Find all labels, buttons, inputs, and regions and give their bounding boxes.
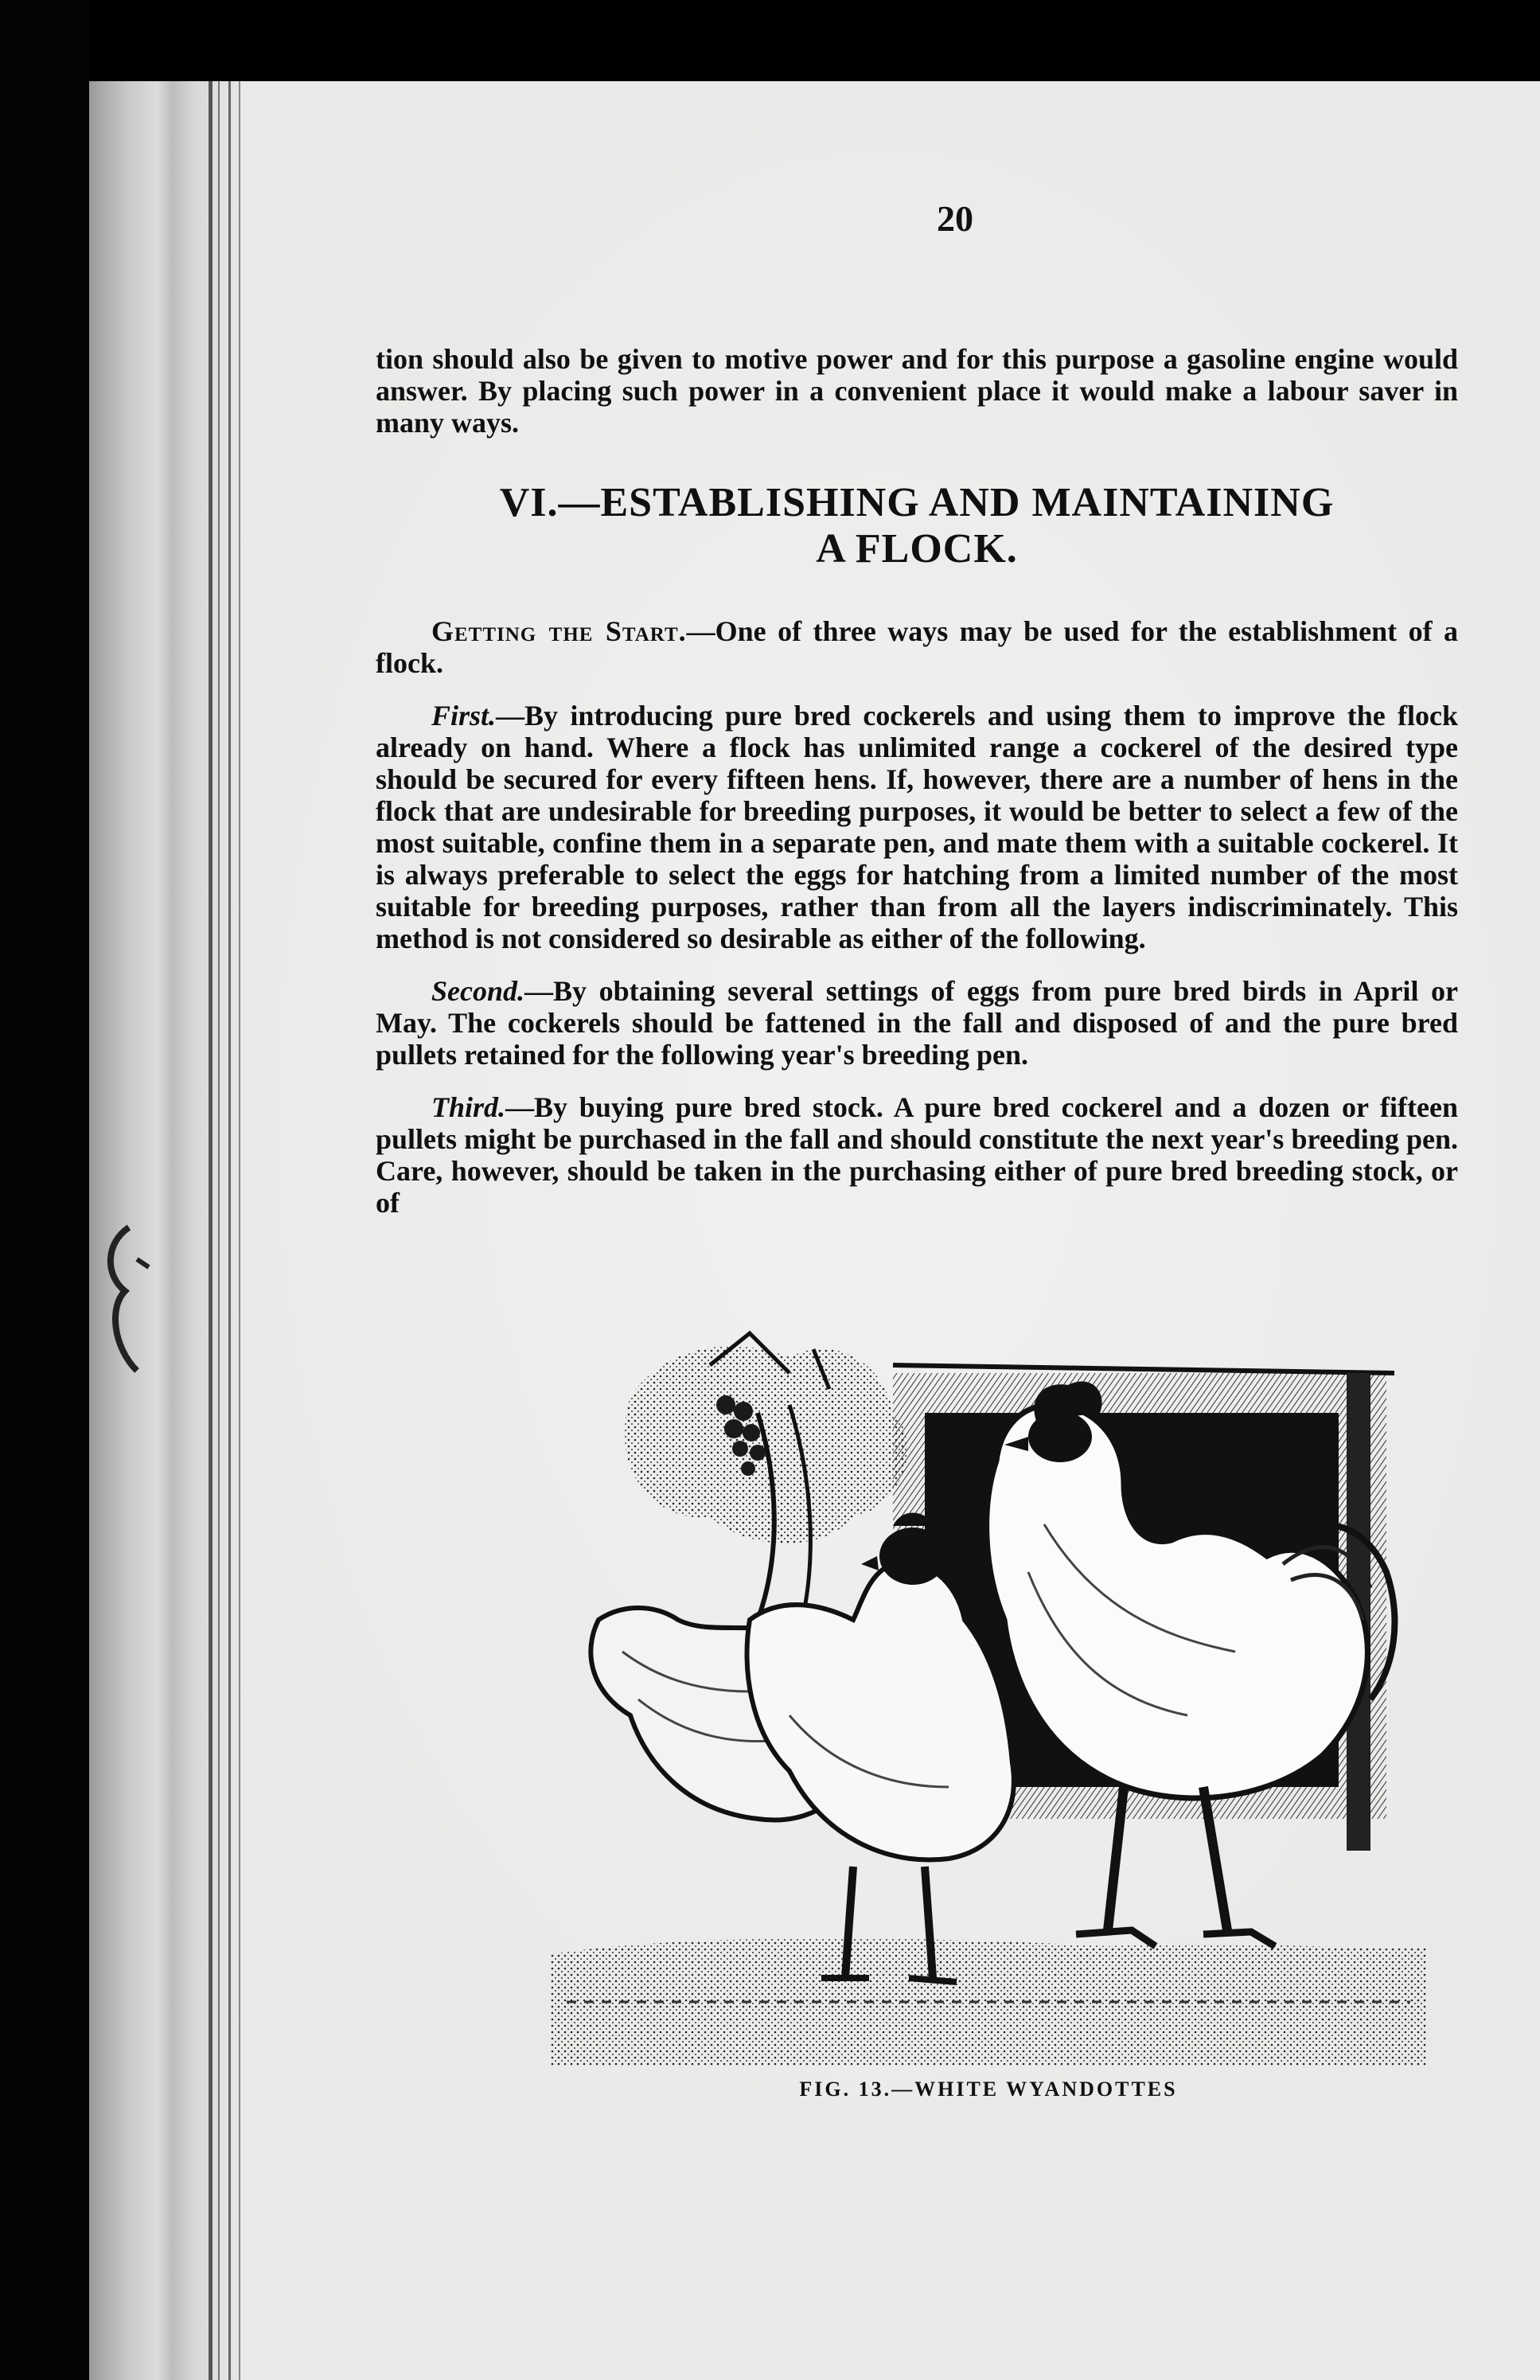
binding-line	[239, 81, 240, 2380]
intro-paragraph: tion should also be given to motive power and for this purpose a gasoline engine would answer. By placing such power in a convenient place it would make a labour saver in many ways.	[376, 343, 1458, 439]
paragraph-second	[376, 975, 1458, 1071]
paragraph-first	[376, 700, 1458, 954]
paragraph-lead: Third.	[431, 1091, 506, 1123]
scan-left-border	[0, 0, 89, 2380]
paragraph-lead: Second.	[431, 975, 524, 1007]
binding-line	[228, 81, 231, 2380]
margin-clip-mark	[97, 1211, 153, 1403]
paragraph-body: —By buying pure bred stock. A pure bred cockerel and a dozen or fifteen pullets might be purchased in the fall and should constitute the next year's breeding pen. Care, however, should be taken in the purchasing either of pure bred breeding stock, or of	[376, 1091, 1458, 1219]
paragraph-lead: First.	[431, 700, 497, 732]
page-text	[376, 343, 1458, 1239]
paragraph-third	[376, 1091, 1458, 1219]
binding-line	[209, 81, 212, 2380]
heading-line-1: VI.—ESTABLISHING AND MAINTAINING	[499, 480, 1335, 525]
figure-caption: FIG. 13.—WHITE WYANDOTTES	[799, 2078, 1178, 2101]
paragraph-body: —One of three ways may be used for the establishment of a flock.	[376, 615, 1458, 679]
page-number: 20	[937, 198, 973, 239]
section-heading	[376, 480, 1458, 572]
paragraph-getting-start	[376, 615, 1458, 679]
paragraph-body: —By obtaining several settings of eggs from pure bred birds in April or May. The cockerels should be fattened in the fall and disposed of and the pure bred pullets retained for the following year's breeding pen.	[376, 975, 1458, 1071]
white-wyandottes-illustration	[551, 1317, 1426, 2066]
paragraph-lead: Getting the Start.	[431, 615, 687, 647]
paragraph-body: —By introducing pure bred cockerels and using them to improve the flock already on hand. Where a flock has unlimited range a cockerel of the desired type should be secured for every fifteen hens. If, however, there are a number of hens in the flock that are undesirable for breeding purposes, it would be better to select a few of the most suitable, confine them in a separate pen, and mate them with a suitable cockerel. It is always preferable to select the eggs for hatching from a limited number of the most suitable for breeding purposes, rather than from all the layers indiscriminately. This method is not considered so desirable as either of the following.	[376, 700, 1458, 954]
binding-line	[218, 81, 220, 2380]
heading-line-2: A FLOCK.	[816, 526, 1018, 572]
